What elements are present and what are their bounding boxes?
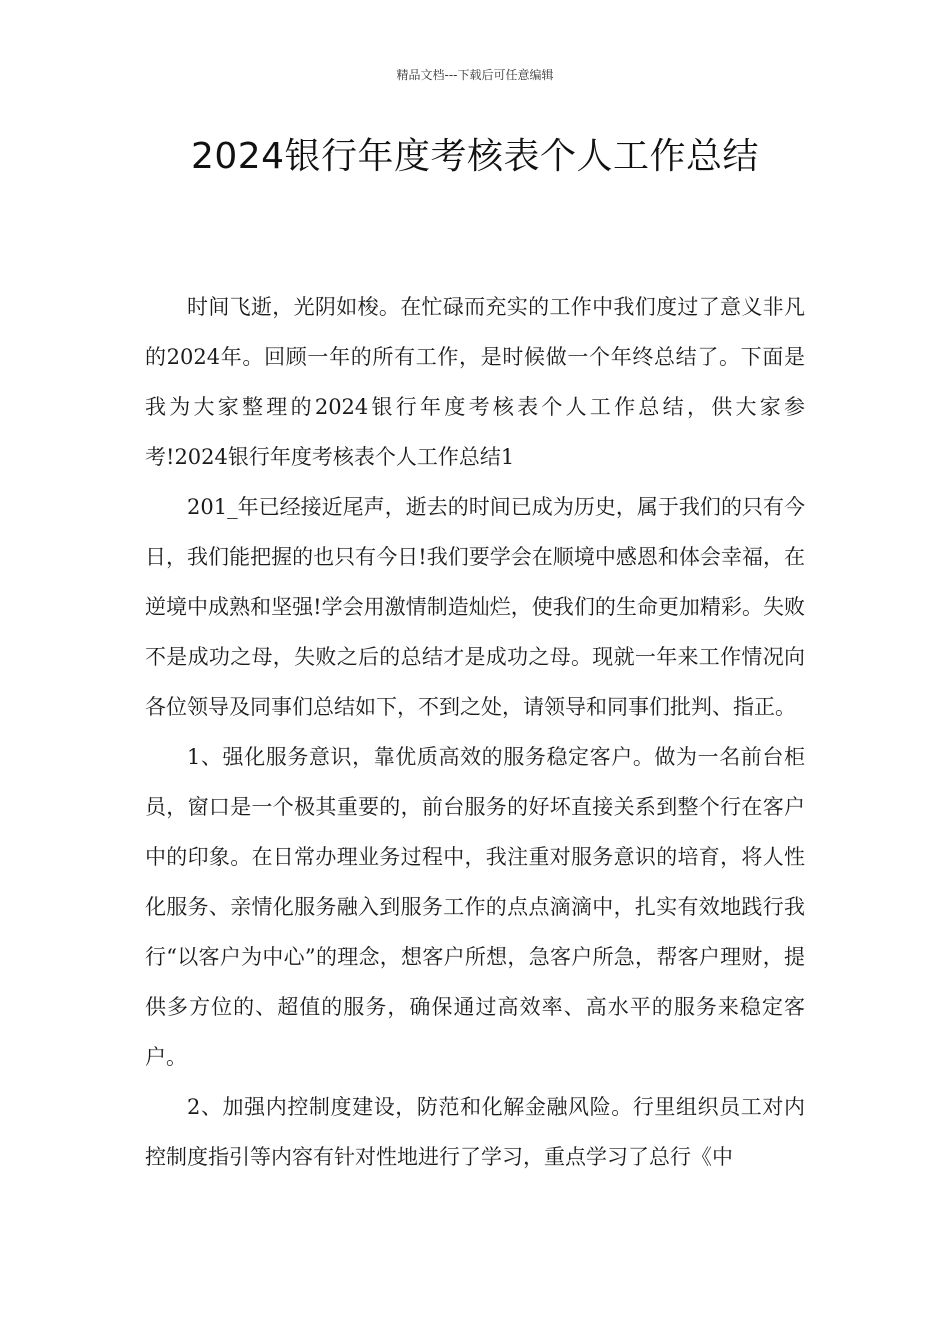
document-title: 2024银行年度考核表个人工作总结 (190, 136, 760, 177)
paragraph-internal-control: 2、加强内控制度建设，防范和化解金融风险。行里组织员工对内控制度指引等内容有针对性地进行了学习，重点学习了总行《中 (145, 1095, 805, 1169)
header-note: 精品文档---下载后可任意编辑 (396, 68, 554, 82)
paragraph-overview: 201_年已经接近尾声，逝去的时间已成为历史，属于我们的只有今日，我们能把握的也只有今日!我们要学会在顺境中感恩和体会幸福，在逆境中成熟和坚强!学会用激情制造灿烂，使我们的生命更加精彩。失败不是成功之母，失败之后的总结才是成功之母。现就一年来工作情况向各位领导及同事们总结如下，不到之处，请领导和同事们批判、指正。 (145, 495, 805, 719)
document-body (145, 282, 805, 1182)
paragraph-intro: 时间飞逝，光阴如梭。在忙碌而充实的工作中我们度过了意义非凡的2024年。回顾一年的所有工作，是时候做一个年终总结了。下面是我为大家整理的2024银行年度考核表个人工作总结，供大家参考!2024银行年度考核表个人工作总结1 (145, 295, 805, 469)
paragraph-service: 1、强化服务意识，靠优质高效的服务稳定客户。做为一名前台柜员，窗口是一个极其重要的，前台服务的好坏直接关系到整个行在客户中的印象。在日常办理业务过程中，我注重对服务意识的培育，将人性化服务、亲情化服务融入到服务工作的点点滴滴中，扎实有效地践行我行“以客户为中心”的理念，想客户所想，急客户所急，帮客户理财，提供多方位的、超值的服务，确保通过高效率、高水平的服务来稳定客户。 (145, 745, 805, 1069)
